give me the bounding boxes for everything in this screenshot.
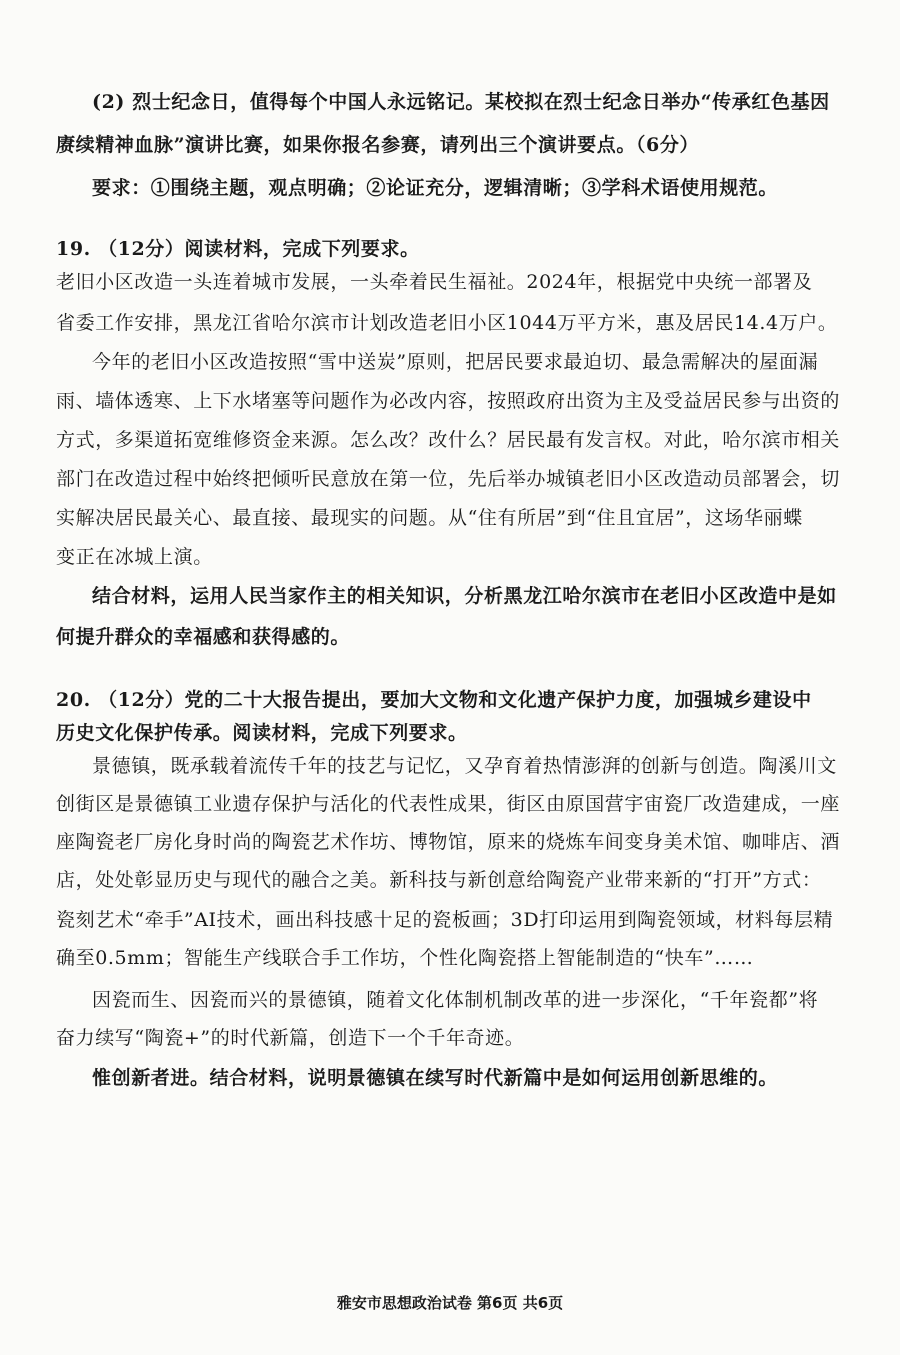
q20-material-line: 座陶瓷老厂房化身时尚的陶瓷艺术作坊、博物馆，原来的烧炼车间变身美术馆、咖啡店、酒 <box>56 831 841 853</box>
q19-question-line: 结合材料，运用人民当家作主的相关知识，分析黑龙江哈尔滨市在老旧小区改造中是如 <box>92 585 837 607</box>
q20-material-line: 因瓷而生、因瓷而兴的景德镇，随着文化体制机制改革的进一步深化，“千年瓷都”将 <box>92 989 819 1011</box>
q20-material-line: 店，处处彰显历史与现代的融合之美。新科技与新创意给陶瓷产业带来新的“打开”方式： <box>56 869 822 891</box>
part2-line-1: (2) 烈士纪念日，值得每个中国人永远铭记。某校拟在烈士纪念日举办“传承红色基因 <box>92 91 830 113</box>
q19-material-line: 今年的老旧小区改造按照“雪中送炭”原则，把居民要求最迫切、最急需解决的屋面漏 <box>92 351 819 373</box>
part2-requirements: 要求：①围绕主题，观点明确；②论证充分，逻辑清晰；③学科术语使用规范。 <box>92 177 779 199</box>
q20-material-line: 确至0.5mm；智能生产线联合手工作坊，个性化陶瓷搭上智能制造的“快车”…… <box>56 947 754 969</box>
q20-title-line: 历史文化保护传承。阅读材料，完成下列要求。 <box>56 722 468 744</box>
q19-material-line: 雨、墙体透寒、上下水堵塞等问题作为必改内容，按照政府出资为主及受益居民参与出资的 <box>56 390 841 412</box>
q20-material-line: 景德镇，既承载着流传千年的技艺与记忆，又孕育着热情澎湃的创新与创造。陶溪川文 <box>92 755 837 777</box>
q20-material-line: 奋力续写“陶瓷+”的时代新篇，创造下一个千年奇迹。 <box>56 1027 525 1049</box>
q19-question-line: 何提升群众的幸福感和获得感的。 <box>56 626 351 648</box>
page-footer: 雅安市思想政治试卷 第6页 共6页 <box>336 1294 564 1312</box>
q19-material-line: 老旧小区改造一头连着城市发展，一头牵着民生福祉。2024年，根据党中央统一部署及 <box>56 271 813 293</box>
q19-title: 19. （12分）阅读材料，完成下列要求。 <box>56 238 420 260</box>
q19-material-line: 实解决居民最关心、最直接、最现实的问题。从“住有所居”到“住且宜居”，这场华丽蝶 <box>56 507 803 529</box>
q20-title-line: 20. （12分）党的二十大报告提出，要加大文物和文化遗产保护力度，加强城乡建设中 <box>56 689 812 711</box>
part2-line-2: 赓续精神血脉”演讲比赛，如果你报名参赛，请列出三个演讲要点。（6分） <box>56 134 700 156</box>
q20-material-line: 创街区是景德镇工业遗存保护与活化的代表性成果，街区由原国营宇宙瓷厂改造建成，一座 <box>56 793 841 815</box>
q20-material-line: 瓷刻艺术“牵手”AI技术，画出科技感十足的瓷板画；3D打印运用到陶瓷领域，材料每层精 <box>56 909 834 931</box>
q19-material-line: 变正在冰城上演。 <box>56 546 213 568</box>
q20-question: 惟创新者进。结合材料，说明景德镇在续写时代新篇中是如何运用创新思维的。 <box>92 1067 779 1089</box>
q19-material-line: 省委工作安排，黑龙江省哈尔滨市计划改造老旧小区1044万平方米，惠及居民14.4万户。 <box>56 312 838 334</box>
q19-material-line: 方式，多渠道拓宽维修资金来源。怎么改？改什么？居民最有发言权。对此，哈尔滨市相关 <box>56 429 841 451</box>
q19-material-line: 部门在改造过程中始终把倾听民意放在第一位，先后举办城镇老旧小区改造动员部署会，切 <box>56 468 841 490</box>
